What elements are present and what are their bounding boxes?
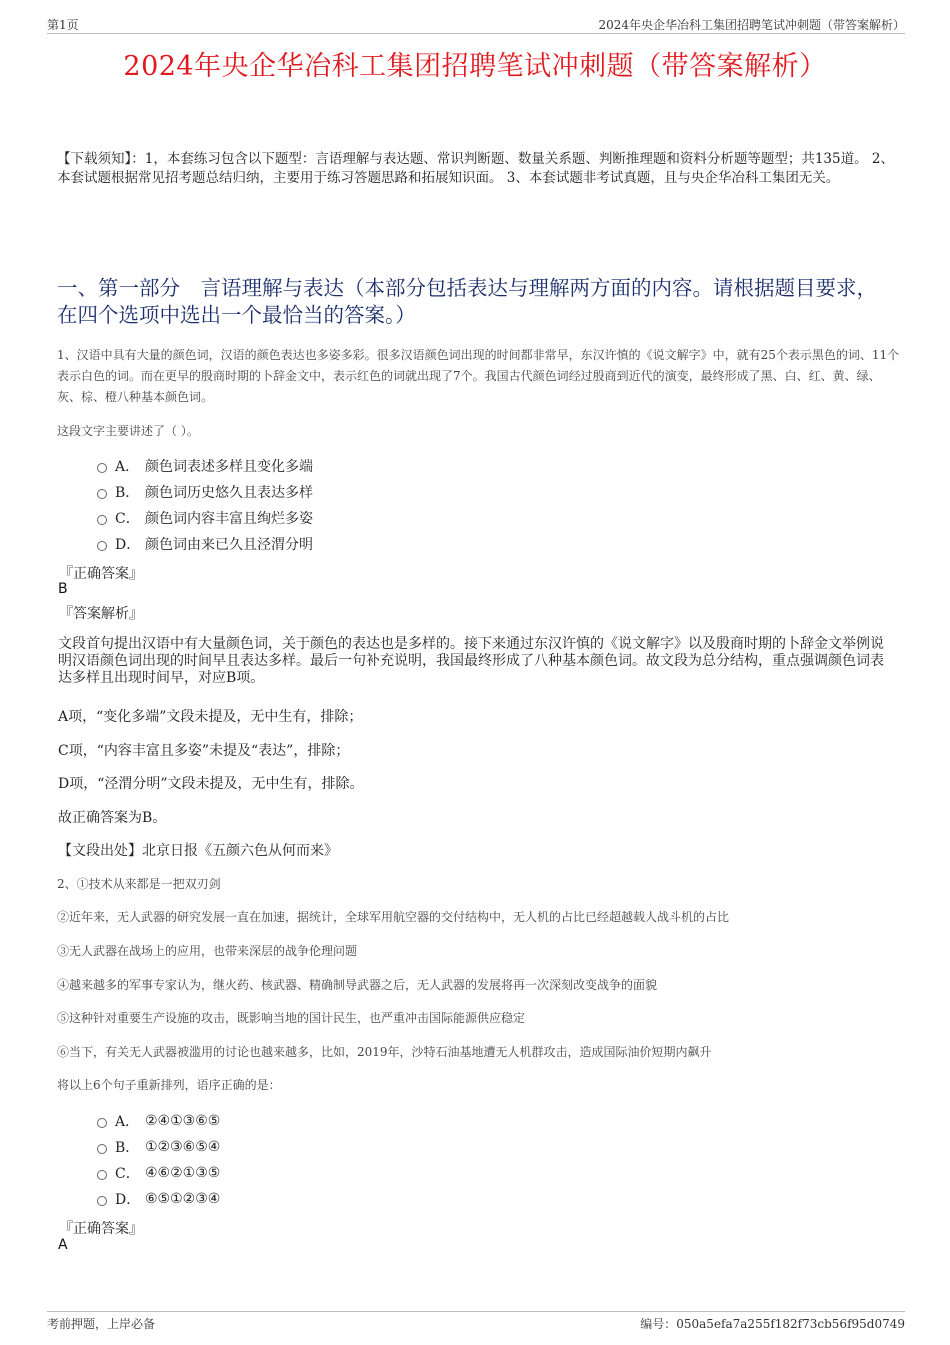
question-2-option-d[interactable]: D． ⑥⑤①②③④ — [97, 1189, 220, 1209]
question-2-option-b[interactable]: B． ①②③⑥⑤④ — [97, 1137, 220, 1157]
analysis-conclusion: 故正确答案为B。 — [58, 810, 167, 826]
header-doc-title: 2024年央企华冶科工集团招聘笔试冲刺题（带答案解析） — [598, 18, 905, 32]
question-2-answer: A — [58, 1237, 68, 1253]
question-1-option-c[interactable]: C． 颜色词内容丰富且绚烂多姿 — [97, 508, 313, 528]
question-1-prompt: 这段文字主要讲述了（ ）。 — [57, 424, 199, 438]
download-notice: 【下载须知】：1，本套练习包含以下题型：言语理解与表达题、常识判断题、数量关系题、判断推理题和资料分析题等题型；共135道。 2、本套试题根据常见招考题总结归纳，主要用于练习答题思路和拓展知识面。 3、本套试题非考试真题，且与央企华冶科工集团无关。 — [57, 151, 894, 186]
radio-button-icon[interactable] — [97, 1118, 107, 1128]
page-header — [47, 16, 905, 34]
radio-button-icon[interactable] — [97, 541, 107, 551]
question-1-answer-label: 『正确答案』 — [59, 566, 143, 582]
document-title: 2024年央企华冶科工集团招聘笔试冲刺题（带答案解析） — [123, 51, 827, 82]
question-1-option-d[interactable]: D． 颜色词由来已久且泾渭分明 — [97, 534, 313, 554]
analysis-line-a: A项，“变化多端”文段未提及，无中生有，排除； — [58, 709, 363, 725]
page-footer — [47, 1311, 905, 1331]
section-heading: 一、第一部分 言语理解与表达（本部分包括表达与理解两方面的内容。请根据题目要求，在四个选项中选出一个最恰当的答案。） — [57, 276, 877, 327]
question-2-line-2: ②近年来，无人武器的研究发展一直在加速，据统计，全球军用航空器的交付结构中，无人机的占比已经超越载人战斗机的占比 — [57, 910, 730, 924]
footer-slogan: 考前押题，上岸必备 — [47, 1317, 156, 1331]
radio-button-icon[interactable] — [97, 463, 107, 473]
question-2-option-c[interactable]: C． ④⑥②①③⑤ — [97, 1163, 220, 1183]
analysis-line-d: D项，“泾渭分明”文段未提及，无中生有，排除。 — [58, 776, 364, 792]
question-2-line-4: ④越来越多的军事专家认为，继火药、核武器、精确制导武器之后，无人武器的发展将再一次深刻改变战争的面貌 — [57, 978, 658, 992]
analysis-line-c: C项，“内容丰富且多姿”未提及“表达”，排除； — [58, 743, 350, 759]
question-2-answer-label: 『正确答案』 — [59, 1221, 143, 1237]
question-2-line-1: 2、①技术从来都是一把双刃剑 — [57, 877, 221, 891]
question-2-line-3: ③无人武器在战场上的应用，也带来深层的战争伦理问题 — [57, 944, 358, 958]
analysis-source: 【文段出处】北京日报《五颜六色从何而来》 — [58, 843, 338, 859]
question-1-option-b[interactable]: B． 颜色词历史悠久且表达多样 — [97, 482, 313, 502]
question-1-option-a[interactable]: A． 颜色词表述多样且变化多端 — [97, 456, 313, 476]
question-1-stem: 1、汉语中具有大量的颜色词，汉语的颜色表达也多姿多彩。很多汉语颜色词出现的时间都非常早，东汉许慎的《说文解字》中，就有25个表示黑色的词、11个表示白色的词。而在更早的殷商时期的卜辞金文中，表示红色的词就出现了7个。我国古代颜色词经过殷商到近代的演变，最终形成了黑、白、红、黄、绿、灰、棕、橙八种基本颜色词。 — [57, 348, 900, 404]
radio-button-icon[interactable] — [97, 1170, 107, 1180]
radio-button-icon[interactable] — [97, 489, 107, 499]
question-2-prompt: 将以上6个句子重新排列，语序正确的是： — [57, 1078, 281, 1092]
footer-doc-id: 编号：050a5efa7a255f182f73cb56f95d0749 — [640, 1317, 905, 1331]
radio-button-icon[interactable] — [97, 1196, 107, 1206]
question-1-analysis: 文段首句提出汉语中有大量颜色词，关于颜色的表达也是多样的。接下来通过东汉许慎的《说文解字》以及殷商时期的卜辞金文举例说明汉语颜色词出现的时间早且表达多样。最后一句补充说明，我国最终形成了八种基本颜色词。故文段为总分结构，重点强调颜色词表达多样且出现时间早，对应B项。 — [58, 636, 884, 686]
page-number: 第1页 — [47, 18, 79, 32]
question-2-option-a[interactable]: A． ②④①③⑥⑤ — [97, 1111, 220, 1131]
question-2-line-6: ⑥当下，有关无人武器被滥用的讨论也越来越多，比如，2019年，沙特石油基地遭无人机群攻击，造成国际油价短期内飙升 — [57, 1045, 712, 1059]
radio-button-icon[interactable] — [97, 515, 107, 525]
question-2-line-5: ⑤这种针对重要生产设施的攻击，既影响当地的国计民生，也严重冲击国际能源供应稳定 — [57, 1011, 526, 1025]
radio-button-icon[interactable] — [97, 1144, 107, 1154]
question-1-analysis-label: 『答案解析』 — [59, 606, 143, 622]
question-1-answer: B — [58, 581, 68, 597]
